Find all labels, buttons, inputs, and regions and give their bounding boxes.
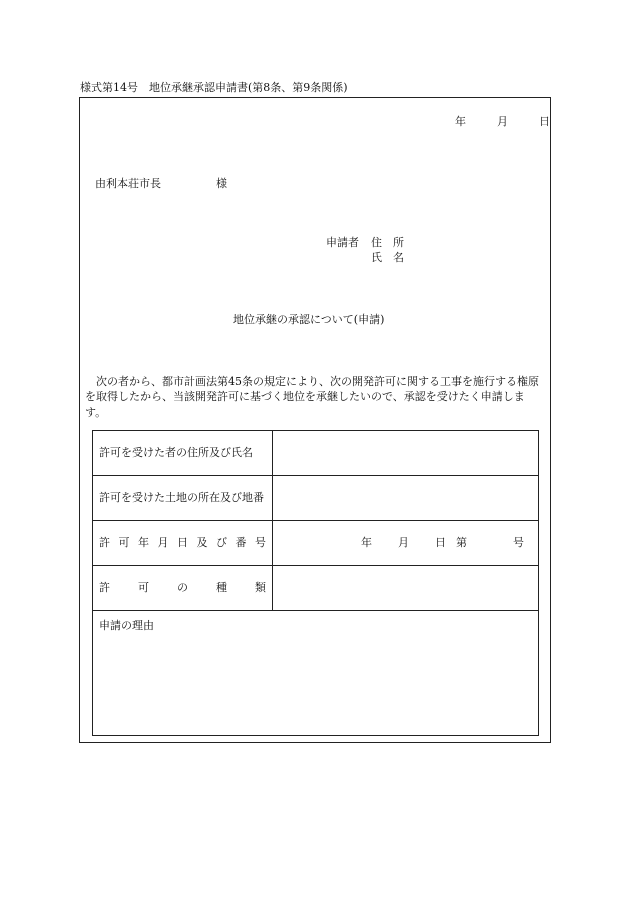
permit-date-value	[279, 536, 532, 551]
row-label-land-location: 許可を受けた土地の所在及び地番	[93, 476, 273, 521]
row-value-permit-holder	[273, 431, 539, 476]
addressee	[95, 177, 227, 192]
permit-date-dai: 第	[456, 535, 467, 549]
row-label-permit-type: 許 可 の 種 類	[99, 580, 266, 594]
applicant-label: 申請者	[326, 236, 359, 249]
permit-date-year: 年	[361, 535, 372, 549]
row-value-permit-date	[273, 521, 539, 566]
addressee-name: 由利本荘市長	[95, 177, 161, 190]
date-month: 月	[497, 115, 508, 128]
row-label-permit-date: 許 可 年 月 日 及 び 番 号	[99, 535, 266, 549]
row-value-permit-type	[273, 566, 539, 611]
table-row	[93, 611, 539, 736]
subject-title: 地位承継の承認について(申請)	[233, 313, 385, 326]
table-row	[93, 431, 539, 476]
date-line	[455, 115, 550, 130]
date-day: 日	[539, 115, 550, 128]
row-label-permit-date-cell	[93, 521, 273, 566]
addressee-honorific: 様	[216, 177, 227, 190]
form-header: 様式第14号 地位承継承認申請書(第8条、第9条関係)	[80, 81, 348, 94]
applicant-address-label: 住 所	[371, 236, 404, 249]
table-row	[93, 521, 539, 566]
row-label-permit-type-cell	[93, 566, 273, 611]
permit-date-day: 日	[435, 535, 446, 549]
permit-date-month: 月	[398, 535, 409, 549]
table-row	[93, 476, 539, 521]
details-table	[92, 430, 539, 736]
table-row	[93, 566, 539, 611]
reason-label: 申請の理由	[99, 619, 154, 632]
permit-date-go: 号	[513, 535, 524, 549]
date-year: 年	[455, 115, 466, 128]
row-label-permit-holder: 許可を受けた者の住所及び氏名	[93, 431, 273, 476]
reason-cell	[93, 611, 539, 736]
body-text: 次の者から、都市計画法第45条の規定により、次の開発許可に関する工事を施行する権原を取得したから、当該開発許可に基づく地位を承継したいので、承認を受けたく申請します。	[85, 375, 539, 419]
applicant-name-label: 氏 名	[371, 251, 404, 264]
row-value-land-location	[273, 476, 539, 521]
